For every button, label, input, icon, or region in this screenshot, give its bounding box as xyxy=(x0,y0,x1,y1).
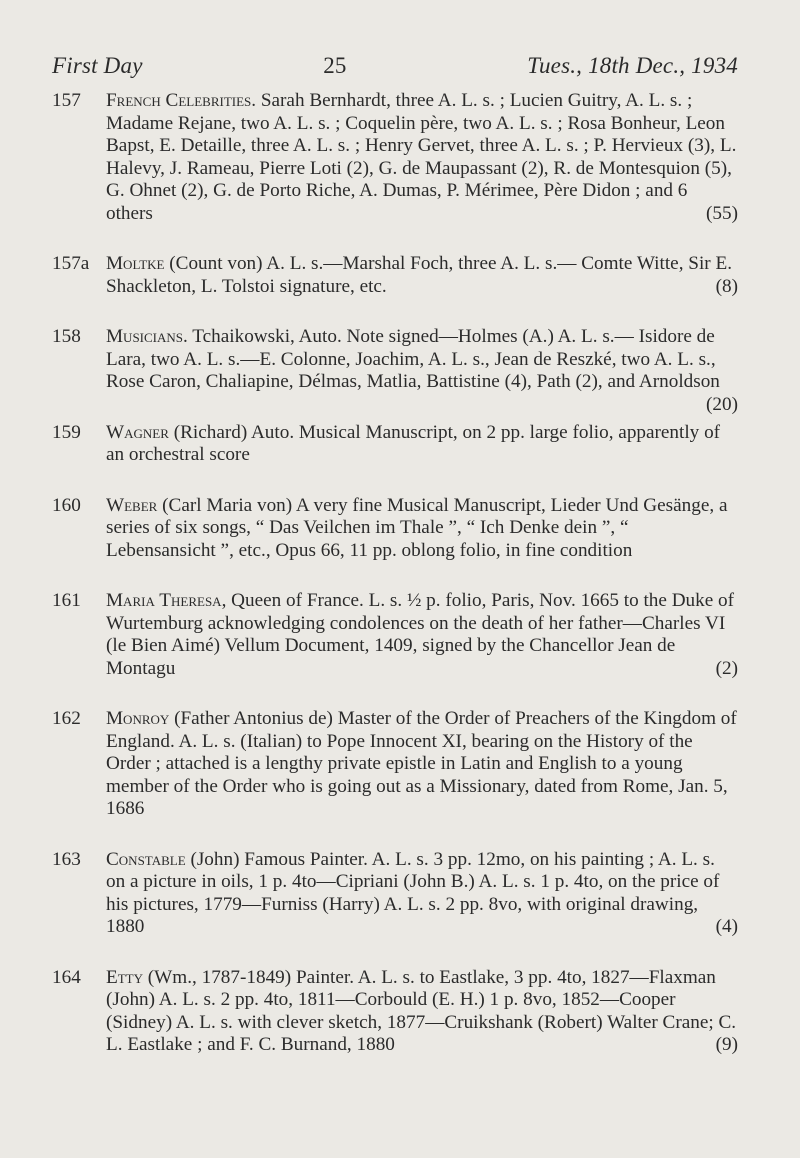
lot-heading: Wagner xyxy=(106,421,169,443)
lot-description: Tchaikowski, Auto. Note signed—Holmes (A.) A. L. s.— Isidore de Lara, two A. L. s.—E. Colonne, Joachim, A. L. s., Jean de Reszké, two A. L. s., Rose Caron, Chaliapine, Délmas, Matlia, Battistine (4), Path (2), and Arnoldson xyxy=(106,326,720,392)
lot-quantity: (8) xyxy=(715,275,738,297)
lot-157a xyxy=(52,253,738,298)
lot-heading: French Celebrities. xyxy=(106,90,257,111)
lot-heading: Etty xyxy=(106,966,143,988)
lot-164 xyxy=(52,967,738,1057)
lot-description: Sarah Bernhardt, three A. L. s. ; Lucien Guitry, A. L. s. ; Madame Rejane, two A. L. s. ; Coquelin père, two A. L. s. ; Rosa Bonheur, Leon Bapst, E. Detaille, three A. L. s. ; Henry Gervet, three A. L. s. ; P. Hervieux (3), L. Halevy, J. Rameau, Pierre Loti (2), G. de Maupassant (2), R. de Montesquion (5), G. Ohnet (2), G. de Porto Riche, A. Dumas, P. Mérimee, Père Didon ; and 6 others xyxy=(106,90,737,224)
lot-description: Queen of France. L. s. ½ p. folio, Paris, Nov. 1665 to the Duke of Wurtemburg acknowledging condolences on the death of her father—Charles VI (le Bien Aimé) Vellum Document, 1409, signed by the Chancellor Jean de Montagu xyxy=(106,590,735,679)
lot-quantity: (55) xyxy=(706,202,738,224)
lot-number: 157a xyxy=(52,253,90,274)
lot-163 xyxy=(52,849,738,939)
lot-159 xyxy=(52,422,738,467)
lot-description: (Father Antonius de) Master of the Order of Preachers of the Kingdom of England. A. L. s. (Italian) to Pope Innocent XI, bearing on the History of the Order ; attached is a lengthy private epistle in Latin and English to a young member of the Order who is going out as a Missionary, dated from Rome, Jan. 5, 1686 xyxy=(106,708,737,819)
lot-heading: Weber xyxy=(106,494,158,516)
lot-quantity: (20) xyxy=(706,393,738,415)
lot-description: (Wm., 1787-1849) Painter. A. L. s. to Eastlake, 3 pp. 4to, 1827—Flaxman (John) A. L. s. 2 pp. 4to, 1811—Corbould (E. H.) 1 p. 8vo, 1852—Cooper (Sidney) A. L. s. with clever sketch, 1877—Cruikshank (Robert) Walter Crane; C. L. Eastlake ; and F. C. Burnand, 1880 xyxy=(106,966,737,1055)
lot-number: 161 xyxy=(52,590,81,611)
lot-number: 163 xyxy=(52,848,81,870)
lot-157 xyxy=(52,90,738,225)
header-date: Tues., 18th Dec., 1934 xyxy=(527,53,738,78)
lot-description: (Count von) A. L. s.—Marshal Foch, three A. L. s.— Comte Witte, Sir E. Shackleton, L. Tolstoi signature, etc. xyxy=(106,253,732,297)
lot-list xyxy=(52,90,738,1085)
page-header xyxy=(52,53,738,79)
lot-160 xyxy=(52,495,738,563)
lot-number: 157 xyxy=(52,90,81,111)
lot-number: 158 xyxy=(52,326,81,347)
lot-heading: Maria Theresa, xyxy=(106,590,227,611)
lot-number: 159 xyxy=(52,421,81,443)
header-day: First Day xyxy=(52,53,143,78)
lot-heading: Monroy xyxy=(106,708,170,729)
lot-description: (John) Famous Painter. A. L. s. 3 pp. 12mo, on his painting ; A. L. s. on a picture in oils, 1 p. 4to—Cipriani (John B.) A. L. s. 1 p. 4to, on the price of his pictures, 1779—Furniss (Harry) A. L. s. 2 pp. 8vo, with original drawing, 1880 xyxy=(106,848,720,937)
lot-number: 160 xyxy=(52,494,81,516)
lot-quantity: (2) xyxy=(715,657,738,679)
lot-heading: Constable xyxy=(106,848,186,870)
lot-162 xyxy=(52,708,738,821)
lot-158 xyxy=(52,326,738,415)
lot-description: (Richard) Auto. Musical Manuscript, on 2 pp. large folio, apparently of an orchestral score xyxy=(106,421,721,465)
lot-description: (Carl Maria von) A very fine Musical Manuscript, Lieder Und Gesänge, a series of six songs, “ Das Veilchen im Thale ”, “ Ich Denke dein ”, “ Lebensansicht ”, etc., Opus 66, 11 pp. oblong folio, in fine condition xyxy=(106,494,728,561)
lot-quantity: (4) xyxy=(715,916,738,937)
lot-161 xyxy=(52,590,738,680)
lot-heading: Moltke xyxy=(106,253,165,274)
lot-number: 162 xyxy=(52,708,81,729)
lot-number: 164 xyxy=(52,966,81,988)
lot-quantity: (9) xyxy=(715,1034,738,1055)
lot-heading: Musicians. xyxy=(106,326,188,347)
page-number: 25 xyxy=(323,53,347,78)
